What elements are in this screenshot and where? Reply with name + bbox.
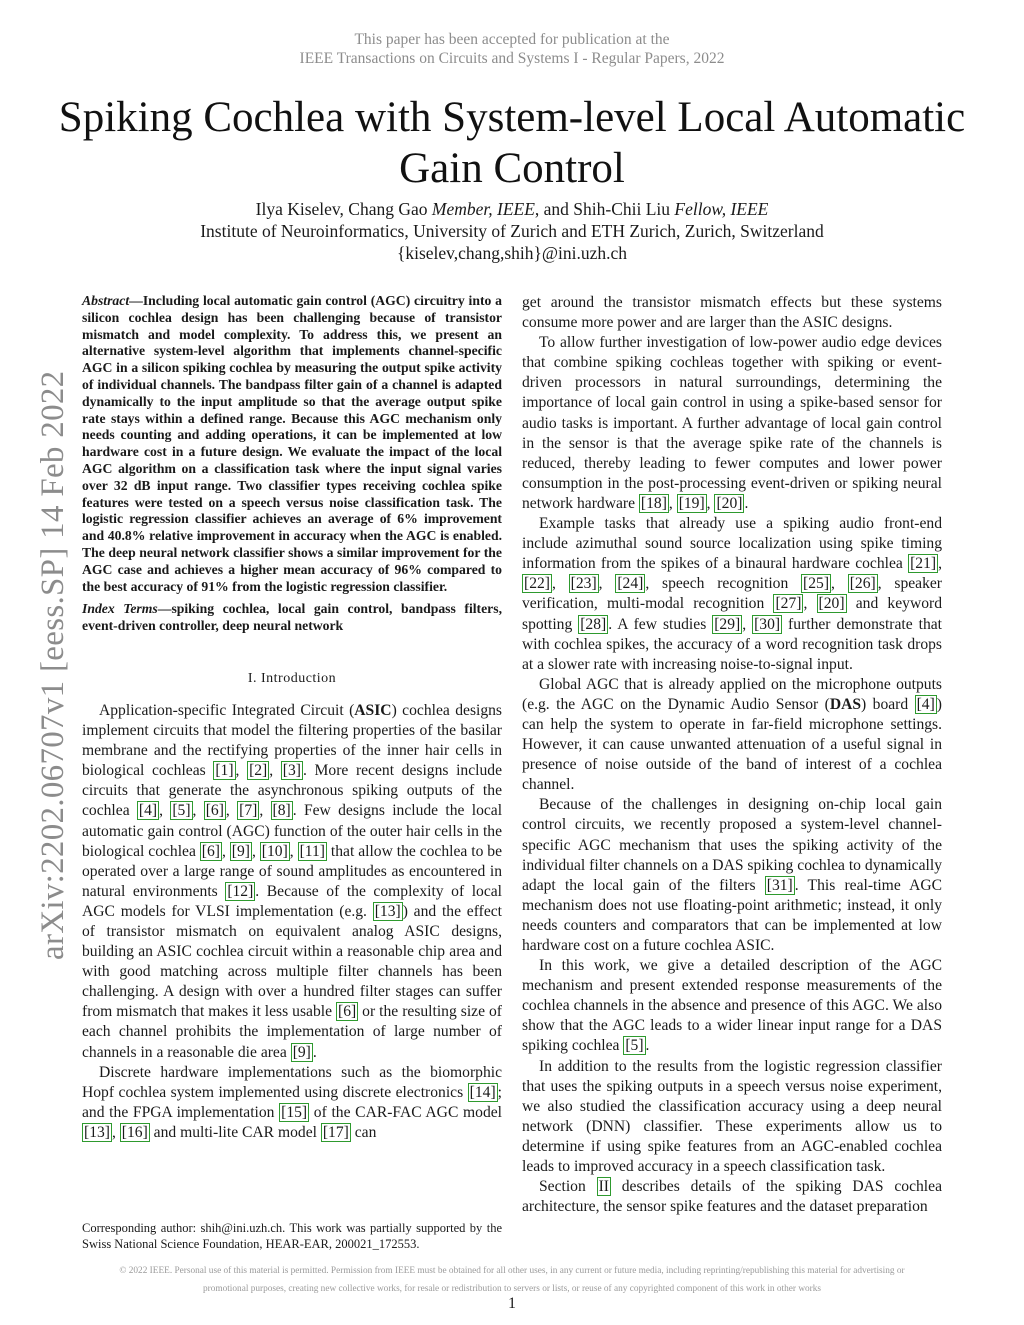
author-names	[0, 198, 1024, 220]
copyright-notice	[60, 1262, 964, 1298]
citation-link[interactable]: [6]	[338, 1003, 357, 1021]
intro-paragraph-3: To allow further investigation of low-power audio edge devices that combine spiking cochleas together with spiking or event-driven processors in natural surroundings, determining the importance of local gain control in using a spike-based sensor for audio tasks is important. A further advantage of local gain control in the sensor is that the average spike rate of the channels is reduced, thereby leading to fewer computes and lower power consumption in the post-processing event-driven or spiking neural network hardware [18] , [19] , [20] .	[522, 334, 942, 512]
citation-link[interactable]: [24]	[617, 575, 644, 593]
title-line-2: Gain Control	[399, 145, 625, 192]
banner-line-1: This paper has been accepted for publication at the	[354, 31, 670, 48]
intro-paragraph-9: Section II describes details of the spiking DAS cochlea architecture, the sensor spike features and the dataset preparation	[522, 1178, 942, 1216]
citation-link[interactable]: [22]	[524, 575, 550, 593]
citation-link[interactable]: [19]	[678, 494, 705, 512]
citation-link[interactable]: [2]	[249, 762, 268, 780]
index-terms	[82, 601, 502, 635]
citation-link[interactable]: [4]	[916, 695, 935, 713]
intro-paragraph-2-continued: get around the transistor mismatch effects but these systems consume more power and are larger than the ASIC designs.	[522, 294, 942, 332]
section-heading-introduction: I. Introduction	[247, 670, 337, 686]
citation-link[interactable]: [18]	[640, 494, 667, 512]
author-role-1: Member, IEEE	[431, 199, 535, 219]
citation-link[interactable]: [14]	[469, 1083, 496, 1101]
right-column	[522, 293, 942, 1217]
citation-link[interactable]: [6]	[201, 842, 220, 860]
copyright-line-2: promotional purposes, creating new collective works, for resale or redistribution to servers or lists, or reuse of any copyrighted component of this work in other works	[202, 1284, 822, 1294]
author-role-2: Fellow, IEEE	[674, 199, 769, 219]
page-number: 1	[508, 1295, 516, 1312]
author-name-1: Ilya Kiselev, Chang Gao	[255, 199, 428, 219]
citation-link[interactable]: [20]	[818, 595, 845, 613]
intro-paragraph-8: In addition to the results from the logistic regression classifier that uses the spiking outputs in a speech versus noise experiment, we also studied the classification accuracy using a deep neural network (DNN) classifier. These experiments allow us to determine if using spike features from an AGC-enabled cochlea leads to improved accuracy in a speech classification task.	[522, 1057, 942, 1176]
citation-link[interactable]: [13]	[84, 1123, 110, 1141]
intro-paragraph-5: Global AGC that is already applied on the microphone outputs (e.g. the AGC on the Dynamic Audio Sensor (DAS) board [4] ) can help the system to operate in far-field microphone settings. However, it can cause unwanted attenuation of a useful signal in presence of noise outside of the band of interest of a cochlea channel.	[522, 675, 942, 794]
citation-link[interactable]: [6]	[205, 802, 224, 820]
citation-link[interactable]: [1]	[215, 762, 234, 780]
index-terms-text: —spiking cochlea, local gain control, bandpass filters, event-driven controller, deep neural network	[82, 601, 503, 634]
author-name-2: , and Shih-Chii Liu	[534, 199, 671, 219]
citation-link[interactable]: [9]	[292, 1043, 311, 1061]
citation-link[interactable]: [12]	[227, 882, 254, 900]
citation-link[interactable]: [8]	[272, 802, 291, 820]
citation-link[interactable]: [4]	[138, 802, 158, 820]
left-column	[82, 293, 502, 1143]
abstract-label: Abstract	[82, 293, 130, 308]
citation-link[interactable]: [17]	[322, 1123, 349, 1141]
citation-link[interactable]: [23]	[570, 575, 597, 593]
email: {kiselev,chang,shih}@ini.uzh.ch	[396, 243, 628, 263]
citation-link[interactable]: [16]	[121, 1123, 148, 1141]
banner-line-2: IEEE Transactions on Circuits and Systems I - Regular Papers, 2022	[299, 50, 725, 67]
intro-paragraph-4: Example tasks that already use a spiking audio front-end include azimuthal sound source localization using spike timing information from the spikes of a binaural hardware cochlea [21] , [22] , [23] , [24] , speech recognition [25] , [26] , speaker verification, multi-modal recognition [27] , [20] and keyword spotting [28] . A few studies [29] , [30] further demonstrate that with cochlea spikes, the accuracy of a word recognition task drops at a slower rate with increasing noise-to-signal input.	[522, 515, 943, 673]
intro-paragraph-1: Application-specific Integrated Circuit (ASIC) cochlea designs implement circuits that model the filtering properties of the basilar membrane and the rectifying properties of the inner hair cells in biological cochleas [1] , [2] , [3] . More recent designs include circuits that generate the asynchronous spiking outputs of the cochlea [4] , [5] , [6] , [7] , [8] . Few designs include the local automatic gain control (AGC) function of the outer hair cells in the biological cochlea [6] , [9] , [10] , [11] that allow the cochlea to be operated over a large range of sound amplitudes as encountered in natural environments [12] . Because of the complexity of local AGC models for VLSI implementation (e.g. [13] ) and the effect of transistor mismatch on equivalent analog ASIC designs, building an ASIC cochlea circuit within a reasonable chip area and with good matching across multiple filter channels has been challenging. A design with over a hundred filter stages can suffer from mismatch that makes it less usable [6] or the resulting size of each channel prohibits the implementation of large number of channels in a reasonable die area [9] .	[82, 701, 503, 1061]
intro-paragraph-2: Discrete hardware implementations such as the biomorphic Hopf cochlea system implemented using discrete electronics [14] ; and the FPGA implementation [15] of the CAR-FAC AGC model [13] , [16] and multi-lite CAR model [17] can	[82, 1063, 502, 1141]
citation-link[interactable]: [5]	[172, 802, 191, 820]
citation-link[interactable]: [27]	[775, 595, 802, 613]
title-line-1: Spiking Cochlea with System-level Local Automatic	[58, 94, 966, 141]
citation-link[interactable]: [21]	[910, 555, 937, 573]
intro-paragraph-6: Because of the challenges in designing on-chip local gain control circuits, we recently proposed a system-level channel-specific AGC mechanism that uses the spiking activity of the individual filter channels on a DAS spiking cochlea to dynamically adapt the local gain of the filters [31] . This real-time AGC mechanism does not use floating-point arithmetic; instead, it only needs counters and comparators that can be implemented at low hardware cost on a future cochlea ASIC.	[522, 796, 942, 954]
copyright-line-1: © 2022 IEEE. Personal use of this material is permitted. Permission from IEEE must be obtained for all other uses, in any current or future media, including reprinting/republishing this material for advertising or	[119, 1266, 905, 1276]
citation-link[interactable]: [28]	[580, 615, 607, 633]
index-terms-label: Index Terms	[82, 601, 158, 617]
section-link[interactable]: II	[598, 1178, 609, 1196]
author-block	[0, 198, 1024, 264]
citation-link[interactable]: [15]	[281, 1103, 308, 1121]
abstract-text: —Including local automatic gain control (AGC) circuitry into a silicon cochlea design has been challenging because of transistor mismatch and model complexity. To address this, we present an alternative system-level algorithm that implements channel-specific AGC in a silicon spiking cochlea by measuring the output spike activity of individual channels. The bandpass filter gain of a channel is adapted dynamically to the input amplitude so that the average output spike rate stays within a defined range. Because this AGC mechanism only needs counting and adding operations, it can be implemented at low hardware cost in a future design. We evaluate the impact of the local AGC algorithm on a classification task where the input signal varies over 32 dB input range. Two classifier types receiving cochlea spike features were tested on a speech versus noise classification task. The logistic regression classifier achieves an average of 6% improvement and 40.8% relative improvement in accuracy when the AGC is enabled. The deep neural network classifier shows a similar improvement for the AGC case and achieves a higher mean accuracy of 96% compared to the best accuracy of 91% from the logistic regression classifier.	[82, 293, 502, 594]
intro-paragraph-7: In this work, we give a detailed description of the AGC mechanism and present extended response measurements of the cochlea channels in the absence and presence of this AGC. We also show that the AGC leads to a wider linear input range for a DAS spiking cochlea [5] .	[522, 957, 942, 1055]
affiliation: Institute of Neuroinformatics, University of Zurich and ETH Zurich, Zurich, Switzerland	[200, 221, 824, 241]
footnote: Corresponding author: shih@ini.uzh.ch. This work was partially supported by the Swiss National Science Foundation, HEAR-EAR, 200021_172553.	[82, 1221, 502, 1251]
citation-link[interactable]: [13]	[374, 902, 401, 920]
abstract	[82, 293, 502, 595]
citation-link[interactable]: [25]	[803, 575, 830, 593]
citation-link[interactable]: [29]	[714, 615, 741, 633]
citation-link[interactable]: [10]	[261, 842, 288, 860]
citation-link[interactable]: [5]	[625, 1037, 644, 1055]
citation-link[interactable]: [20]	[716, 494, 743, 512]
citation-link[interactable]: [26]	[849, 575, 876, 593]
citation-link[interactable]: [7]	[239, 802, 258, 820]
citation-link[interactable]: [3]	[282, 762, 301, 780]
citation-link[interactable]: [9]	[231, 842, 250, 860]
citation-link[interactable]: [30]	[754, 615, 781, 633]
paper-title	[0, 92, 1024, 194]
citation-link[interactable]: [11]	[299, 842, 325, 860]
citation-link[interactable]: [31]	[766, 876, 793, 894]
publication-banner	[0, 30, 1024, 68]
arxiv-identifier: arXiv:2202.06707v1 [eess.SP] 14 Feb 2022	[35, 370, 71, 960]
